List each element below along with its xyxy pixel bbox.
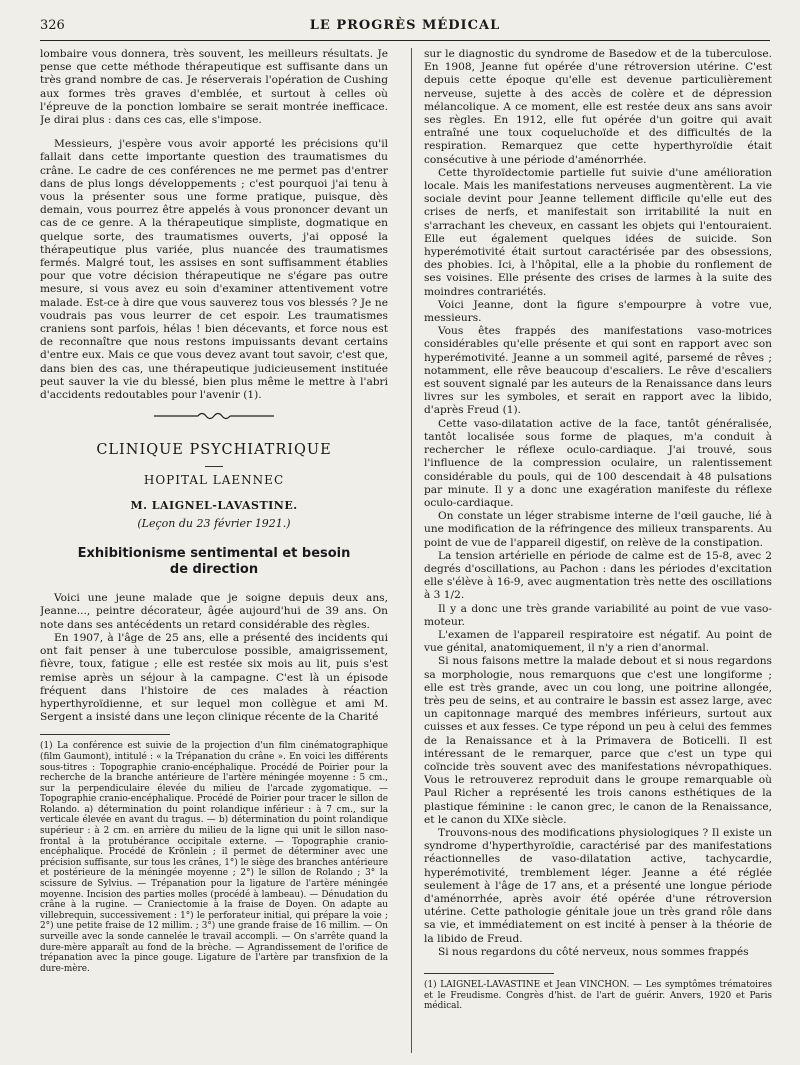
footnote-left (40, 741, 388, 974)
footnote-right (424, 980, 772, 1012)
paragraph: Cette vaso-dilatation active de la face, tantôt généralisée, tantôt localisée sous forme de plaques, m'a conduit à rechercher le réflexe oculo-cardiaque. J'ai trouvé, sous l'influence de la compression oculaire, un ralentissement considérable du pouls, qui de 100 descendait à 48 pulsations par minute. Il y a donc une exagération manifeste du réflexe oculo-cardiaque. (424, 417, 772, 509)
paragraph: lombaire vous donnera, très souvent, les meilleurs résultats. Je pense que cette méthode thérapeutique est suffisante dans un très grand nombre de cas. Je réserverais l'opération de Cushing aux formes très graves d'emblée, et surtout à celles où l'épreuve de la ponction lombaire se serait montrée inefficace. Je dirai plus : dans ces cas, elle s'impose. (40, 48, 388, 127)
paragraph: Vous êtes frappés des manifestations vaso-motrices considérables qu'elle présente et qui sont en rapport avec son hyperémotivité. Jeanne a un sommeil agité, parsemé de rêves ; notamment, elle rêve beaucoup d'escaliers. Le rêve d'escaliers est souvent signalé par les auteurs de la Renaissance dans leurs livres sur les symboles, et serait en rapport avec la libido, d'après Freud (1). (424, 325, 772, 417)
paragraph: On constate un léger strabisme interne de l'œil gauche, lié à une modification de la réfringence des milieux transparents. Au point de vue de l'appareil digestif, on relève de la constipation. (424, 510, 772, 549)
paragraph: Si nous regardons du côté nerveux, nous sommes frappés (438, 945, 749, 958)
short-rule (205, 466, 223, 467)
footnote-rule (424, 973, 554, 974)
article-title-line: Exhibitionisme sentimental et besoin (77, 546, 351, 562)
hospital-name: HOPITAL LAENNEC (143, 473, 285, 488)
article-title-line: de direction (169, 562, 259, 578)
left-column (40, 48, 388, 1053)
column-divider (411, 48, 412, 1053)
lecture-date: (Leçon du 23 février 1921.) (137, 517, 291, 531)
footnote-rule (40, 734, 170, 735)
paragraph: Voici Jeanne, dont la figure s'empourpre à votre vue, messieurs. (424, 298, 772, 325)
running-title: LE PROGRÈS MÉDICAL (309, 18, 501, 33)
paragraph: La tension artérielle en période de calme est de 15-8, avec 2 degrés d'oscillations, au Pachon : dans les périodes d'excitation elle s'élève à 16-9, avec augmentation très nette des oscillations à 3 1/2. (424, 549, 772, 602)
section-title: CLINIQUE PSYCHIATRIQUE (96, 442, 332, 459)
author-name: M. LAIGNEL-LAVASTINE. (130, 499, 298, 513)
footnote-text: (1) La conférence est suivie de la projection d'un film cinématographique (film Gaumont), intitulé : « la Trépanation du crâne ». En voici les différents sous-titres : Topographie cranio-encéphalique. Procédé de Poirier pour la recherche de la branche antérieure de l'artère méningée moyenne : 5 cm., sur la perpendiculaire élevée du milieu de l'arcade zygomatique. — Topographie cranio-encéphalique. Procédé de Poirier pour tracer le sillon de Rolando. a) détermination du point rolandique inférieur : à 7 cm., sur la verticale élevée en avant du tragus. — b) détermination du point rolandique supérieur : à 2 cm. en arrière du milieu de la ligne qui unit le sillon naso-frontal à la protubérance occipitale externe. — Topographie cranio-encéphalique. Procédé de Krönlein ; il permet de déterminer avec une précision suffisante, sur tous les crânes, 1°) le siège des branches antérieure et postérieure de la méningée moyenne ; 2°) le sillon de Rolando ; 3° la scissure de Sylvius. — Trépanation pour la ligature de l'artère méningée moyenne. Incision des parties molles (procédé à lambeau). — Dénudation du crâne à la rugine. — Craniectomie à la fraise de Doyen. On adapte au villebrequin, successivement : 1°) le perforateur initial, qui prépare la voie ; 2°) une petite fraise de 12 millim. ; 3°) une grande fraise de 16 millim. — On surveille avec la sonde cannelée le travail accompli. — On s'arrête quand la dure-mère apparaît au fond de la brèche. — Agrandissement de l'orifice de trépanation avec la pince gouge. Ligature de l'artère par transfixion de la dure-mère. (40, 741, 388, 974)
paragraph: Trouvons-nous des modifications physiologiques ? Il existe un syndrome d'hyperthyroïdie, caractérisé par des manifestations réactionnelles de vaso-dilatation active, tachycardie, hyperémotivité, tremblement léger. Jeanne a été réglée seulement à l'âge de 17 ans, et a présenté une longue période d'aménorrhée, après avoir été opérée d'une rétroversion utérine. Cette pathologie génitale joue un très grand rôle dans sa vie, et immédiatement on est incité à penser à la théorie de la libido de Freud. (424, 826, 772, 945)
page-number: 326 (40, 18, 65, 33)
paragraph: Cette thyroïdectomie partielle fut suivie d'une amélioration locale. Mais les manifestations nerveuses augmentèrent. La vie sociale devint pour Jeanne tellement difficile qu'elle eut des crises de nerfs, et manifestait son irritabilité la nuit en s'arrachant les cheveux, en cassant les objets qui l'entouraient. Elle eut également quelques idées de suicide. Son hyperémotivité était surtout caractérisée par des obsessions, des phobies. Ici, à l'hôpital, elle a la phobie du ronflement de ses voisines. Elle présente des crises de larmes à la suite des moindres contrariétés. (424, 166, 772, 298)
footnote-text: (1) LAIGNEL-LAVASTINE et Jean VINCHON. — Les symptômes trématoires et le Freudisme. Congrès d'hist. de l'art de guérir. Anvers, 1920 et Paris médical. (424, 980, 772, 1012)
section-flourish-ornament (154, 410, 274, 422)
paragraph: sur le diagnostic du syndrome de Basedow et de la tuberculose. En 1908, Jeanne fut opérée d'une rétroversion utérine. C'est depuis cette époque qu'elle est devenue particulièrement nerveuse, sujette à des accès de colère et de dépression mélancolique. A ce moment, elle est restée deux ans sans avoir ses règles. En 1912, elle fut opérée d'un goitre qui avait entraîné une toux coqueluchoïde et des difficultés de la respiration. Remarquez que cette hyperthyroïdie était consécutive à une période d'aménorrhée. (424, 48, 772, 166)
paragraph: Voici une jeune malade que je soigne depuis deux ans, Jeanne..., peintre décorateur, âgée aujourd'hui de 39 ans. On note dans ses antécédents un retard considérable des règles. (40, 592, 388, 631)
paragraph: En 1907, à l'âge de 25 ans, elle a présenté des incidents qui ont fait penser à une tuberculose possible, amaigrissement, fièvre, toux, fatigue ; elle est restée six mois au lit, puis s'est remise après un séjour à la campagne. C'est là un épisode fréquent dans l'histoire de ces malades à réaction hyperthyroïdienne, et sur lequel mon collègue et ami M. Sergent a insisté dans une leçon clinique récente de la Charité (40, 631, 388, 724)
article-title (40, 546, 388, 578)
paragraph: L'examen de l'appareil respiratoire est négatif. Au point de vue génital, anatomiquement, il n'y a rien d'anormal. (424, 628, 772, 655)
right-column (424, 48, 772, 1053)
paragraph: Il y a donc une très grande variabilité au point de vue vaso-moteur. (424, 602, 772, 628)
paragraph: Messieurs, j'espère vous avoir apporté les précisions qu'il fallait dans cette importante question des traumatismes du crâne. Le cadre de ces conférences ne me permet pas d'entrer dans de plus longs développements ; c'est pourquoi j'ai tenu à vous la présenter sous une forme pratique, puisque, dès demain, vous pourrez être appelés à vous prononcer devant un cas de ce genre. A la thérapeutique simpliste, dogmatique en quelque sorte, des traumatismes ouverts, j'ai opposé la thérapeutique plus variée, plus nuancée des traumatismes fermés. Malgré tout, les assises en sont suffisamment établies pour que votre décision thérapeutique ne s'égare pas outre mesure, si vous avez eu soin d'examiner attentivement votre malade. Est-ce à dire que vous sauverez tous vos blessés ? Je ne voudrais pas vous leurrer de cet espoir. Les traumatismes craniens sont parfois, hélas ! bien décevants, et force nous est de reconnaître que nous restons impuissants devant certains d'entre eux. Mais ce que vous devez avant tout savoir, c'est que, dans bien des cas, une thérapeutique judicieusement instituée peut sauver la vie du blessé, bien plus même le mettre à l'abri d'accidents redoutables pour l'avenir (1). (40, 138, 388, 402)
page-header (40, 14, 770, 41)
paragraph: Si nous faisons mettre la malade debout et si nous regardons sa morphologie, nous remarquons que c'est une longiforme ; elle est très grande, avec un cou long, une poitrine allongée, très peu de seins, et au contraire le bassin est assez large, avec un capitonnage marqué des membres inférieurs, surtout aux cuisses et aux fesses. Ce type répond un peu à celui des femmes de la Renaissance et à la Primavera de Boticelli. Il est intéressant de le remarquer, parce que c'est un type qui coïncide très souvent avec des manifestations névropathiques. Vous le retrouverez reproduit dans le groupe remarquable où Paul Richer a représenté les trois canons esthétiques de la plastique féminine : le canon grec, le canon de la Renaissance, et le canon du XIXe siècle. (424, 655, 772, 826)
